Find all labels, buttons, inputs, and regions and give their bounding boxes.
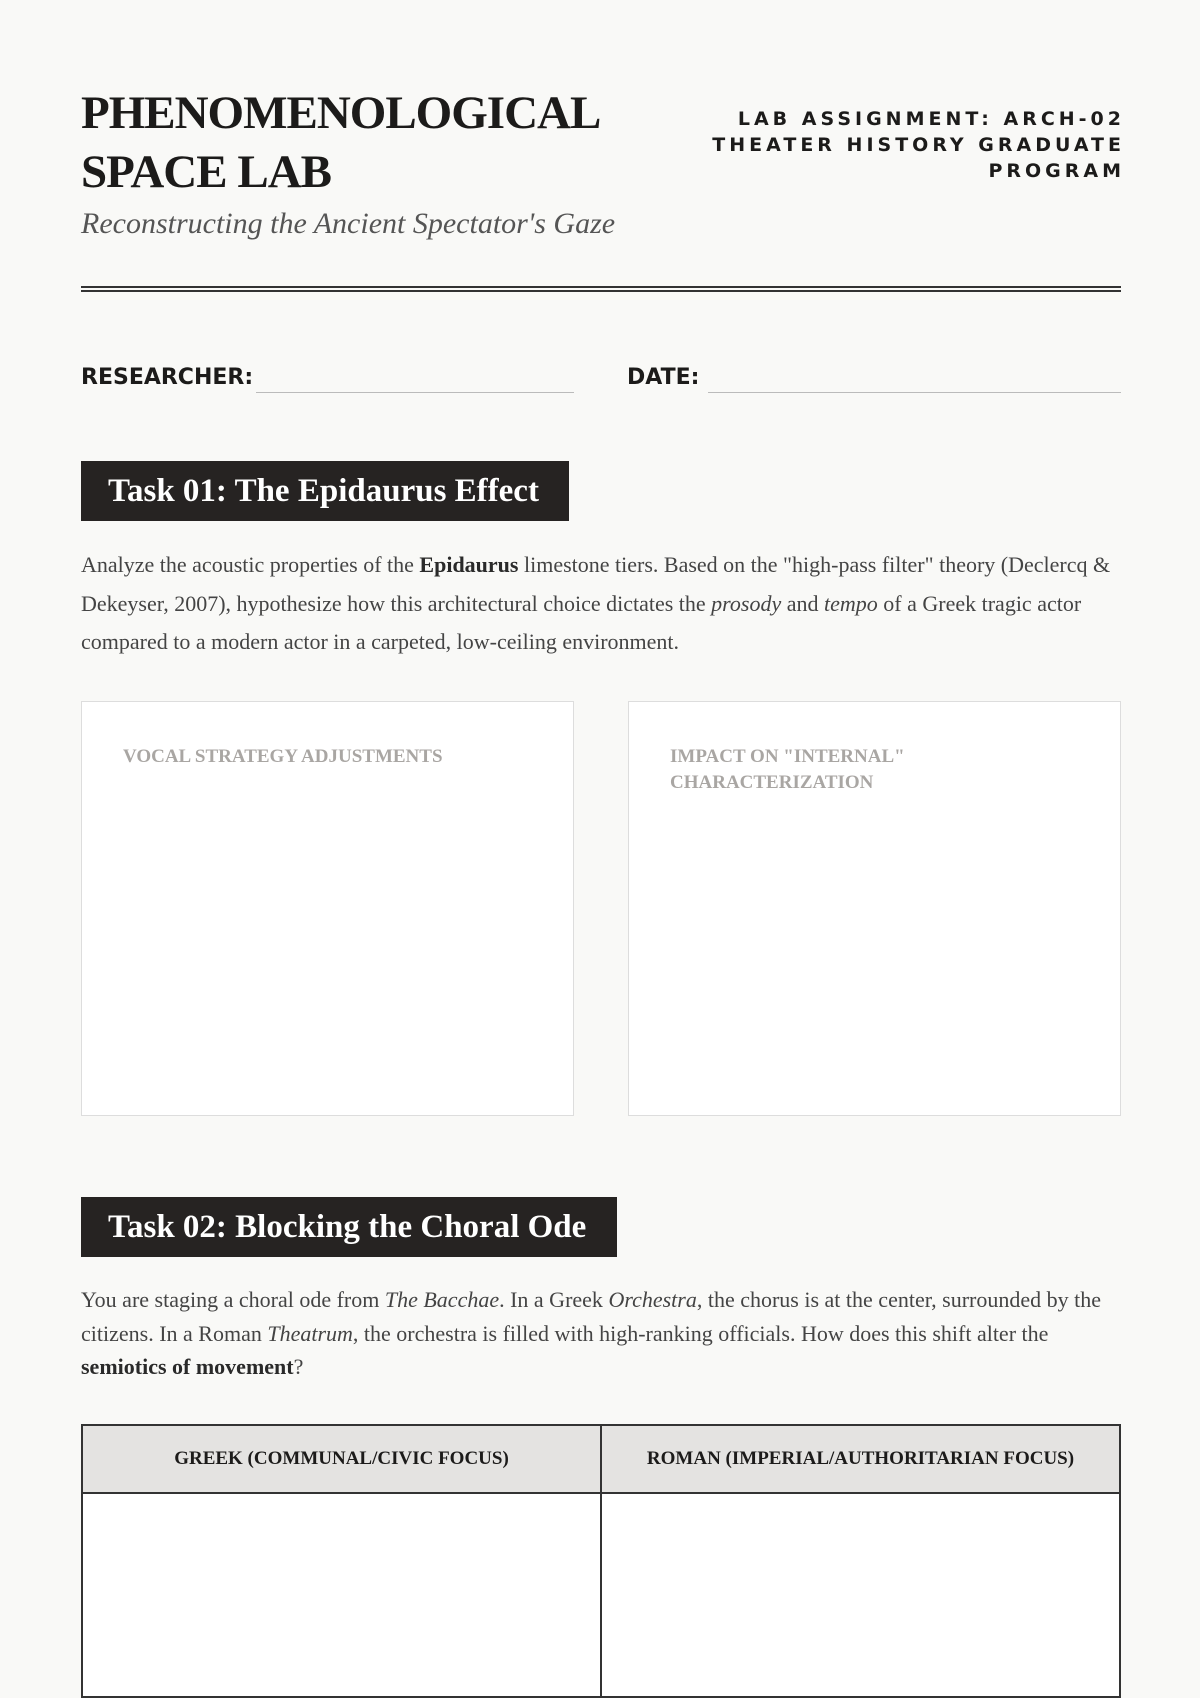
task-02-heading: Task 02: Blocking the Choral Ode [81,1197,617,1257]
page-title [81,84,681,202]
meta-line-2: THEATER HISTORY GRADUATE [712,134,1125,156]
worksheet-header [81,0,1125,300]
roman-column-header: ROMAN (IMPERIAL/AUTHORITARIAN FOCUS) [601,1425,1120,1493]
emphasis-prosody: prosody [711,590,782,616]
meta-line-1: LAB ASSIGNMENT: ARCH-02 [737,108,1125,130]
assignment-meta [705,106,1125,184]
table-header-row [82,1425,1120,1493]
header-double-rule [81,286,1121,292]
emphasis-epidaurus: Epidaurus [419,552,519,577]
date-input-line[interactable] [708,392,1121,393]
roman-answer-cell[interactable] [601,1493,1120,1697]
researcher-input-line[interactable] [256,392,574,393]
title-line-1: PHENOMENOLOGICAL [81,87,601,139]
internal-characterization-answer-box[interactable] [628,701,1121,1116]
emphasis-tempo: tempo [824,590,878,616]
internal-characterization-label: IMPACT ON "INTERNAL" CHARACTERIZATION [670,746,905,793]
meta-line-3: PROGRAM [988,160,1125,182]
task-01-prompt: Analyze the acoustic properties of the Epidaurus limestone tiers. Based on the "high-pass filter" theory (Declercq & Dekeyser, 2007), hypothesize how this architectural choice dictates the prosody and tempo of a Greek tragic actor compared to a modern actor in a carpeted, low-ceiling environment. [81,552,1111,654]
vocal-strategy-label: VOCAL STRATEGY ADJUSTMENTS [123,746,443,767]
vocal-strategy-answer-box[interactable] [81,701,574,1116]
emphasis-bacchae: The Bacchae [384,1287,500,1312]
title-line-2: SPACE LAB [81,146,331,198]
emphasis-semiotics: semiotics of movement [81,1354,294,1379]
worksheet-page [81,0,1125,1469]
page-subtitle: Reconstructing the Ancient Spectator's Gaze [81,207,616,240]
greek-column-header: GREEK (COMMUNAL/CIVIC FOCUS) [82,1425,601,1493]
emphasis-orchestra: Orchestra [608,1287,697,1312]
task-01-heading: Task 01: The Epidaurus Effect [81,461,569,521]
researcher-label: RESEARCHER: [81,365,254,390]
greek-roman-comparison-table [81,1424,1121,1698]
table-row [82,1493,1120,1697]
emphasis-theatrum: Theatrum [267,1320,353,1346]
task-02-prompt: You are staging a choral ode from The Bacchae. In a Greek Orchestra, the chorus is at the center, surrounded by the citizens. In a Roman Theatrum, the orchestra is filled with high-ranking officials. How does this shift alter the semiotics of movement? [81,1287,1102,1379]
researcher-date-fields [81,360,1121,396]
date-label: DATE: [627,365,700,390]
greek-answer-cell[interactable] [82,1493,601,1697]
